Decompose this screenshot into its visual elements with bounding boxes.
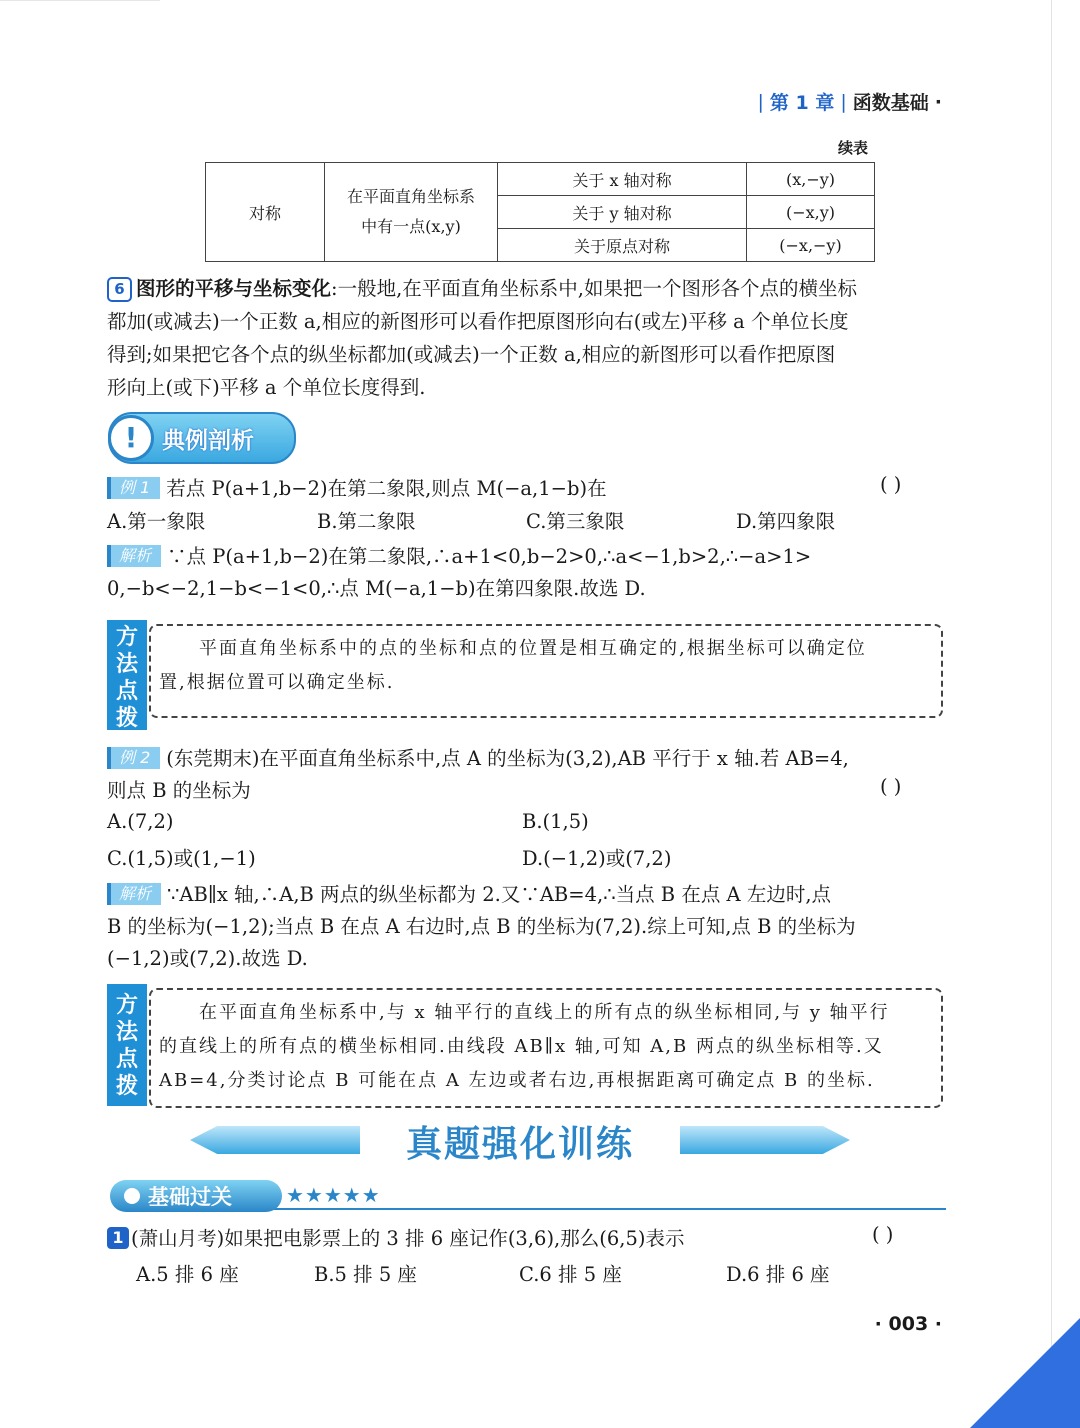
- analysis-tag: 解析: [107, 883, 161, 905]
- table-result: (x,−y): [747, 163, 875, 196]
- table-result: (−x,−y): [747, 229, 875, 262]
- corner-decoration: [970, 1318, 1080, 1428]
- basics-title: 基础过关: [148, 1185, 232, 1209]
- table-row: [206, 163, 875, 196]
- example-1-question: 例 1 若点 P(a+1,b−2)在第二象限,则点 M(−a,1−b)在: [107, 473, 947, 505]
- item-title: 图形的平移与坐标变化: [136, 277, 332, 300]
- option-d: D.第四象限: [736, 510, 836, 533]
- tip-side-label: 方 法 点 拨: [107, 620, 147, 730]
- item-number-badge: 6: [107, 277, 132, 302]
- table-rule: 关于 y 轴对称: [498, 196, 747, 229]
- star-rating-icon: ★★★★★: [286, 1183, 381, 1207]
- chapter-title: 函数基础: [852, 92, 929, 114]
- chapter-header: | 第 1 章 | 函数基础 ·: [758, 88, 943, 115]
- question-number-badge: 1: [107, 1227, 129, 1249]
- option-d: D.(−1,2)或(7,2): [522, 847, 672, 870]
- symmetry-table: [205, 162, 875, 262]
- tip-content: 在平面直角坐标系中,与 x 轴平行的直线上的所有点的纵坐标相同,与 y 轴平行 的直线上的所有点的横坐标相同.由线段 AB∥x 轴,可知 A,B 两点的纵坐标相等.又 AB=4,分类讨论点 B 可能在点 A 左边或者右边,再根据距离可确定点 B 的坐标.: [149, 988, 943, 1108]
- tip-side-label: 方 法 点 拨: [107, 984, 147, 1106]
- divider: [270, 1208, 946, 1210]
- method-tip-2: [107, 984, 943, 1106]
- table-condition: 在平面直角坐标系 中有一点(x,y): [325, 163, 498, 262]
- method-tip-1: [107, 620, 943, 730]
- option-a: A.第一象限: [107, 510, 206, 533]
- option-c: C.第三象限: [526, 510, 625, 533]
- tip-content: 平面直角坐标系中的点的坐标和点的位置是相互确定的,根据坐标可以确定位 置,根据位置可以确定坐标.: [149, 624, 943, 718]
- option-b: B.(1,5): [522, 810, 589, 833]
- dot-icon: [124, 1188, 140, 1204]
- page-number: · 003 ·: [874, 1313, 942, 1335]
- top-rule: [0, 0, 160, 1]
- chapter-number: 第 1 章: [769, 92, 835, 114]
- page-edge: [1051, 0, 1052, 1428]
- option-c: C.(1,5)或(1,−1): [107, 847, 256, 870]
- answer-paren: ( ): [872, 1223, 894, 1246]
- option-d: D.6 排 6 座: [726, 1263, 830, 1286]
- section-banner: [108, 412, 296, 464]
- option-c: C.6 排 5 座: [519, 1263, 622, 1286]
- answer-paren: ( ): [880, 473, 902, 496]
- answer-paren: ( ): [880, 775, 902, 798]
- training-title: 真题强化训练: [405, 1124, 634, 1165]
- example-1-analysis: 解析 ∵点 P(a+1,b−2)在第二象限,∴a+1<0,b−2>0,∴a<−1,b>2,∴−a>1> 0,−b<−2,1−b<−1<0,∴点 M(−a,1−b)在第四象限.故选 D.: [107, 545, 812, 600]
- basics-pill: [110, 1180, 282, 1212]
- item-6-paragraph: 6 图形的平移与坐标变化:一般地,在平面直角坐标系中,如果把一个图形各个点的横坐标 都加(或减去)一个正数 a,相应的新图形可以看作把原图形向右(或左)平移 a 个单位长度 得到;如果把它各个点的纵坐标都加(或减去)一个正数 a,相应的新图形可以看作把原图 形向上(或下)平移 a 个单位长度得到.: [107, 277, 857, 399]
- table-category: 对称: [206, 163, 325, 262]
- option-b: B.5 排 5 座: [314, 1263, 417, 1286]
- table-result: (−x,y): [747, 196, 875, 229]
- section-title: 典例剖析: [162, 427, 254, 454]
- basics-banner: [110, 1180, 946, 1212]
- table-rule: 关于原点对称: [498, 229, 747, 262]
- analysis-tag: 解析: [107, 545, 161, 567]
- example-2-analysis: 解析 ∵AB∥x 轴,∴A,B 两点的纵坐标都为 2.又∵AB=4,∴当点 B 在点 A 左边时,点 B 的坐标为(−1,2);当点 B 在点 A 右边时,点 B 的坐标为(7,2).综上可知,点 B 的坐标为 (−1,2)或(7,2).故选 D.: [107, 883, 856, 970]
- continued-label: 续表: [838, 139, 869, 157]
- option-a: A.5 排 6 座: [136, 1263, 239, 1286]
- training-banner: [190, 1112, 850, 1168]
- table-rule: 关于 x 轴对称: [498, 163, 747, 196]
- example-tag: 例 1: [107, 477, 160, 499]
- example-2-question: 例 2 (东莞期末)在平面直角坐标系中,点 A 的坐标为(3,2),AB 平行于 x 轴.若 AB=4, 则点 B 的坐标为: [107, 747, 849, 802]
- question-1: 1 (萧山月考)如果把电影票上的 3 排 6 座记作(3,6),那么(6,5)表示: [107, 1223, 947, 1255]
- example-tag: 例 2: [107, 747, 160, 769]
- option-b: B.第二象限: [317, 510, 416, 533]
- exclamation-icon: !: [108, 415, 154, 461]
- option-a: A.(7,2): [107, 810, 174, 833]
